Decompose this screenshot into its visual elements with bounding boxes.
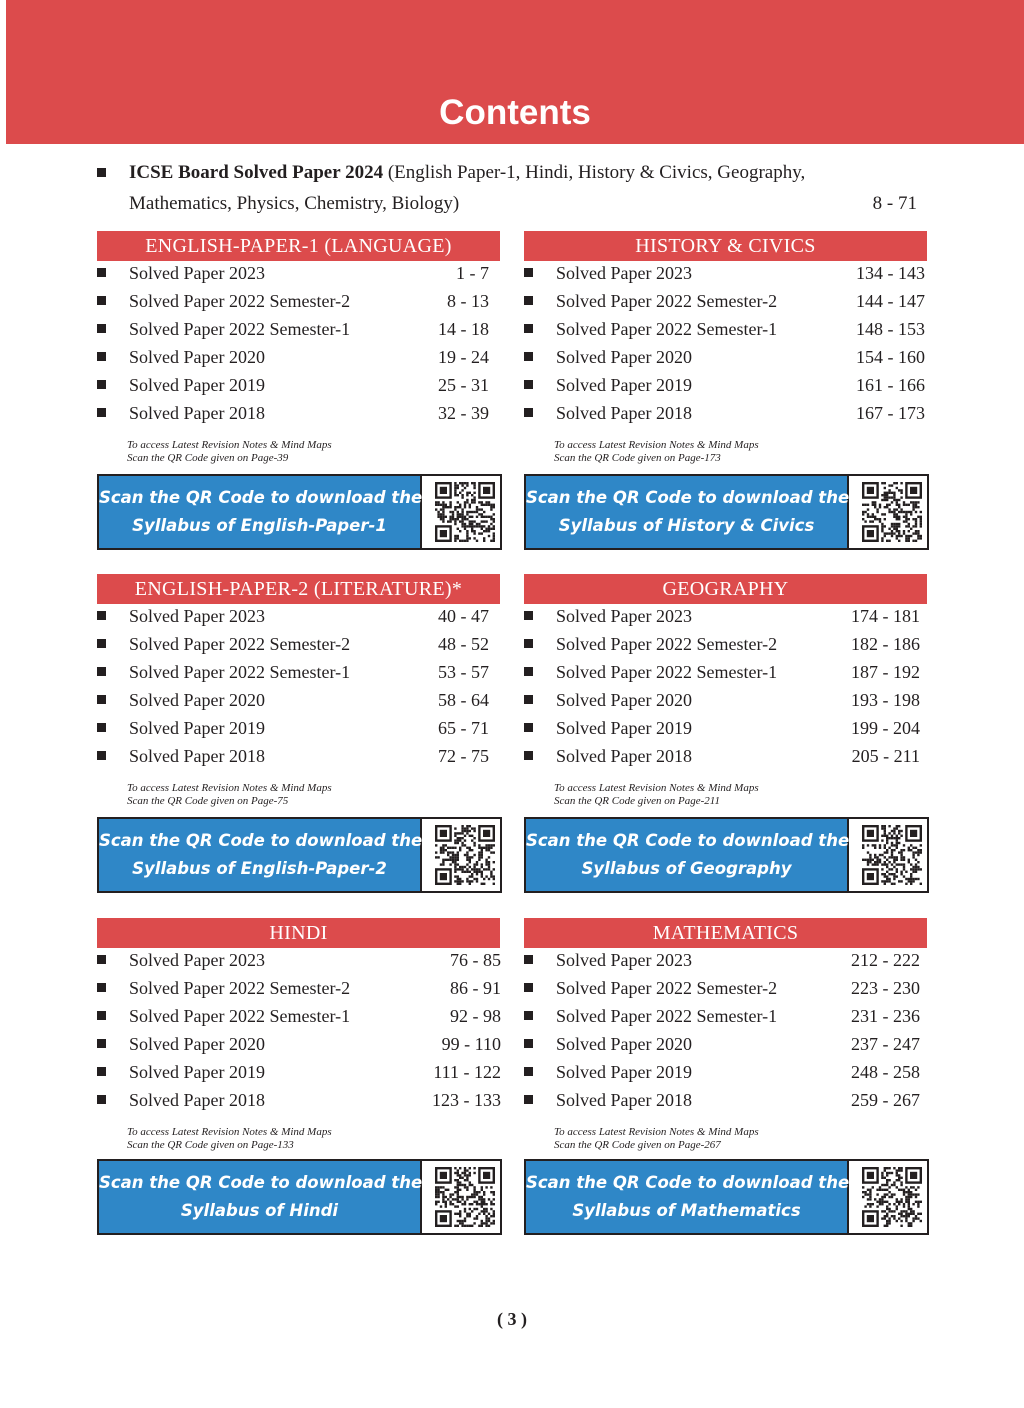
section-title: MATHEMATICS <box>524 918 927 948</box>
list-item <box>97 1002 507 1030</box>
qr-line1: Scan the QR Code to download the <box>99 831 423 850</box>
row-pages: 53 - 57 <box>438 662 489 682</box>
qr-code-icon[interactable] <box>862 1167 922 1227</box>
bullet-icon <box>97 1067 106 1076</box>
bullet-icon <box>524 639 533 648</box>
qr-download-banner[interactable] <box>97 817 502 893</box>
bullet-icon <box>97 268 106 277</box>
qr-line1: Scan the QR Code to download the <box>526 831 850 850</box>
row-pages: 72 - 75 <box>438 746 489 766</box>
list-item <box>97 1058 507 1086</box>
section-english-paper-1 <box>97 231 507 551</box>
section-title: HISTORY & CIVICS <box>524 231 927 261</box>
bullet-icon <box>524 296 533 305</box>
qr-line2: Syllabus of History & Civics <box>558 516 815 535</box>
bullet-icon <box>97 296 106 305</box>
page-number: ( 3 ) <box>497 1309 527 1329</box>
header-banner <box>6 0 1024 144</box>
bullet-icon <box>524 1067 533 1076</box>
row-label: Solved Paper 2022 Semester-2 <box>129 634 351 654</box>
bullet-icon <box>524 955 533 964</box>
qr-banner-text <box>99 1161 422 1233</box>
list-item <box>524 343 934 371</box>
row-label: Solved Paper 2019 <box>556 375 692 395</box>
row-label: Solved Paper 2018 <box>556 746 692 766</box>
row-pages: 148 - 153 <box>856 319 925 339</box>
list-item <box>97 974 507 1002</box>
row-label: Solved Paper 2019 <box>129 718 265 738</box>
section-title: GEOGRAPHY <box>524 574 927 604</box>
row-label: Solved Paper 2023 <box>129 606 265 626</box>
qr-line2: Syllabus of English-Paper-2 <box>132 859 387 878</box>
bullet-icon <box>97 983 106 992</box>
qr-download-banner[interactable] <box>524 1159 929 1235</box>
qr-download-banner[interactable] <box>97 1159 502 1235</box>
revision-note-line1: To access Latest Revision Notes & Mind Maps <box>127 782 332 794</box>
row-pages: 134 - 143 <box>856 263 925 283</box>
row-pages: 99 - 110 <box>441 1034 501 1054</box>
bullet-icon <box>97 408 106 417</box>
list-item <box>524 1058 934 1086</box>
list-item <box>524 1002 934 1030</box>
row-pages: 40 - 47 <box>438 606 489 626</box>
bullet-icon <box>97 667 106 676</box>
list-item <box>524 1086 934 1114</box>
bullet-icon <box>97 1095 106 1104</box>
row-label: Solved Paper 2022 Semester-2 <box>129 291 351 311</box>
section-title: ENGLISH-PAPER-1 (LANGUAGE) <box>97 231 500 261</box>
row-label: Solved Paper 2020 <box>129 690 265 710</box>
qr-code-icon[interactable] <box>435 1167 495 1227</box>
row-pages: 32 - 39 <box>438 403 489 423</box>
main-entry-bold: ICSE Board Solved Paper 2024 <box>129 162 384 183</box>
list-item <box>97 602 507 630</box>
main-entry-line2: Mathematics, Physics, Chemistry, Biology) <box>129 193 460 214</box>
row-label: Solved Paper 2020 <box>129 347 265 367</box>
row-pages: 187 - 192 <box>851 662 920 682</box>
row-label: Solved Paper 2022 Semester-2 <box>556 634 778 654</box>
list-item <box>524 742 934 770</box>
bullet-icon <box>524 352 533 361</box>
row-label: Solved Paper 2022 Semester-1 <box>556 319 778 339</box>
main-entry-rest: (English Paper-1, Hindi, History & Civics, Geography, <box>383 162 806 183</box>
section-title: HINDI <box>97 918 500 948</box>
list-item <box>524 1030 934 1058</box>
main-entry-pages: 8 - 71 <box>872 193 917 214</box>
qr-banner-text <box>526 476 849 548</box>
list-item <box>524 602 934 630</box>
list-item <box>97 371 507 399</box>
row-label: Solved Paper 2019 <box>129 375 265 395</box>
row-pages: 205 - 211 <box>851 746 920 766</box>
row-label: Solved Paper 2022 Semester-1 <box>556 662 778 682</box>
revision-note-line1: To access Latest Revision Notes & Mind Maps <box>127 1126 332 1138</box>
row-pages: 248 - 258 <box>851 1062 920 1082</box>
row-pages: 237 - 247 <box>851 1034 920 1054</box>
list-item <box>97 343 507 371</box>
list-item <box>97 1030 507 1058</box>
qr-line2: Syllabus of Hindi <box>180 1201 339 1220</box>
row-pages: 123 - 133 <box>432 1090 501 1110</box>
list-item <box>97 714 507 742</box>
row-pages: 111 - 122 <box>433 1062 501 1082</box>
row-label: Solved Paper 2018 <box>129 1090 265 1110</box>
qr-line1: Scan the QR Code to download the <box>99 488 423 507</box>
qr-line2: Syllabus of Geography <box>581 859 792 878</box>
bullet-icon <box>97 168 106 177</box>
row-label: Solved Paper 2022 Semester-2 <box>556 291 778 311</box>
list-item <box>524 946 934 974</box>
row-label: Solved Paper 2022 Semester-2 <box>129 978 351 998</box>
bullet-icon <box>97 955 106 964</box>
row-label: Solved Paper 2023 <box>129 950 265 970</box>
row-pages: 86 - 91 <box>450 978 501 998</box>
qr-line1: Scan the QR Code to download the <box>526 488 850 507</box>
list-item <box>97 259 507 287</box>
main-entry-line1 <box>129 161 805 185</box>
revision-note-line2: Scan the QR Code given on Page-173 <box>554 452 721 464</box>
row-pages: 223 - 230 <box>851 978 920 998</box>
list-item <box>97 315 507 343</box>
page-title: Contents <box>439 93 591 132</box>
row-label: Solved Paper 2019 <box>556 718 692 738</box>
bullet-icon <box>524 1039 533 1048</box>
qr-code-icon[interactable] <box>862 825 922 885</box>
row-label: Solved Paper 2020 <box>556 1034 692 1054</box>
bullet-icon <box>524 611 533 620</box>
bullet-icon <box>97 723 106 732</box>
bullet-icon <box>97 611 106 620</box>
row-pages: 25 - 31 <box>438 375 489 395</box>
section-history-civics <box>524 231 934 551</box>
row-label: Solved Paper 2022 Semester-1 <box>129 1006 351 1026</box>
row-label: Solved Paper 2020 <box>556 347 692 367</box>
list-item <box>97 399 507 427</box>
row-pages: 154 - 160 <box>856 347 925 367</box>
list-item <box>97 742 507 770</box>
list-item <box>97 630 507 658</box>
row-pages: 1 - 7 <box>456 263 489 283</box>
revision-note-line1: To access Latest Revision Notes & Mind Maps <box>127 439 332 451</box>
bullet-icon <box>524 983 533 992</box>
row-pages: 231 - 236 <box>851 1006 920 1026</box>
revision-note-line2: Scan the QR Code given on Page-39 <box>127 452 289 464</box>
list-item <box>524 630 934 658</box>
row-label: Solved Paper 2023 <box>556 606 692 626</box>
qr-line1: Scan the QR Code to download the <box>99 1173 423 1192</box>
bullet-icon <box>524 1011 533 1020</box>
bullet-icon <box>97 695 106 704</box>
section-title: ENGLISH-PAPER-2 (LITERATURE)* <box>97 574 500 604</box>
list-item <box>97 287 507 315</box>
row-pages: 65 - 71 <box>438 718 489 738</box>
list-item <box>524 658 934 686</box>
row-pages: 76 - 85 <box>450 950 501 970</box>
bullet-icon <box>524 380 533 389</box>
revision-note-line2: Scan the QR Code given on Page-267 <box>554 1139 721 1151</box>
row-label: Solved Paper 2018 <box>129 403 265 423</box>
qr-banner-text <box>526 819 849 891</box>
bullet-icon <box>524 751 533 760</box>
section-hindi <box>97 918 507 1238</box>
row-label: Solved Paper 2019 <box>129 1062 265 1082</box>
revision-note-line2: Scan the QR Code given on Page-211 <box>554 795 720 807</box>
bullet-icon <box>97 639 106 648</box>
list-item <box>97 946 507 974</box>
list-item <box>524 371 934 399</box>
bullet-icon <box>97 324 106 333</box>
row-label: Solved Paper 2020 <box>556 690 692 710</box>
list-item <box>524 399 934 427</box>
row-pages: 92 - 98 <box>450 1006 501 1026</box>
qr-line2: Syllabus of Mathematics <box>572 1201 801 1220</box>
qr-banner-text <box>99 819 422 891</box>
row-label: Solved Paper 2022 Semester-2 <box>556 978 778 998</box>
row-label: Solved Paper 2023 <box>556 263 692 283</box>
qr-line1: Scan the QR Code to download the <box>526 1173 850 1192</box>
list-item <box>97 686 507 714</box>
revision-note-line2: Scan the QR Code given on Page-133 <box>127 1139 294 1151</box>
row-pages: 167 - 173 <box>856 403 925 423</box>
row-pages: 14 - 18 <box>438 319 489 339</box>
row-label: Solved Paper 2023 <box>129 263 265 283</box>
list-item <box>524 714 934 742</box>
revision-note-line1: To access Latest Revision Notes & Mind Maps <box>554 439 759 451</box>
row-label: Solved Paper 2018 <box>129 746 265 766</box>
section-mathematics <box>524 918 934 1238</box>
bullet-icon <box>97 1039 106 1048</box>
row-pages: 48 - 52 <box>438 634 489 654</box>
row-pages: 161 - 166 <box>856 375 925 395</box>
qr-code-icon[interactable] <box>435 482 495 542</box>
bullet-icon <box>524 324 533 333</box>
list-item <box>97 1086 507 1114</box>
bullet-icon <box>97 352 106 361</box>
row-pages: 259 - 267 <box>851 1090 920 1110</box>
list-item <box>524 974 934 1002</box>
qr-download-banner[interactable] <box>97 474 502 550</box>
list-item <box>524 315 934 343</box>
qr-download-banner[interactable] <box>524 817 929 893</box>
qr-banner-text <box>526 1161 849 1233</box>
row-pages: 182 - 186 <box>851 634 920 654</box>
row-label: Solved Paper 2019 <box>556 1062 692 1082</box>
bullet-icon <box>524 723 533 732</box>
bullet-icon <box>97 751 106 760</box>
row-pages: 212 - 222 <box>851 950 920 970</box>
row-label: Solved Paper 2022 Semester-1 <box>129 662 351 682</box>
bullet-icon <box>97 380 106 389</box>
qr-download-banner[interactable] <box>524 474 929 550</box>
revision-note-line2: Scan the QR Code given on Page-75 <box>127 795 289 807</box>
row-label: Solved Paper 2022 Semester-1 <box>556 1006 778 1026</box>
row-pages: 199 - 204 <box>851 718 920 738</box>
row-label: Solved Paper 2023 <box>556 950 692 970</box>
revision-note-line1: To access Latest Revision Notes & Mind Maps <box>554 1126 759 1138</box>
list-item <box>524 287 934 315</box>
row-label: Solved Paper 2020 <box>129 1034 265 1054</box>
bullet-icon <box>524 268 533 277</box>
qr-code-icon[interactable] <box>862 482 922 542</box>
bullet-icon <box>97 1011 106 1020</box>
section-english-paper-2 <box>97 574 507 894</box>
bullet-icon <box>524 408 533 417</box>
bullet-icon <box>524 695 533 704</box>
row-pages: 174 - 181 <box>851 606 920 626</box>
row-pages: 8 - 13 <box>447 291 489 311</box>
row-pages: 193 - 198 <box>851 690 920 710</box>
qr-code-icon[interactable] <box>435 825 495 885</box>
bullet-icon <box>524 667 533 676</box>
row-pages: 58 - 64 <box>438 690 489 710</box>
list-item <box>524 686 934 714</box>
row-label: Solved Paper 2018 <box>556 1090 692 1110</box>
revision-note-line1: To access Latest Revision Notes & Mind Maps <box>554 782 759 794</box>
row-label: Solved Paper 2018 <box>556 403 692 423</box>
row-label: Solved Paper 2022 Semester-1 <box>129 319 351 339</box>
bullet-icon <box>524 1095 533 1104</box>
qr-banner-text <box>99 476 422 548</box>
section-geography <box>524 574 934 894</box>
row-pages: 144 - 147 <box>856 291 925 311</box>
list-item <box>524 259 934 287</box>
list-item <box>97 658 507 686</box>
row-pages: 19 - 24 <box>438 347 489 367</box>
qr-line2: Syllabus of English-Paper-1 <box>132 516 387 535</box>
